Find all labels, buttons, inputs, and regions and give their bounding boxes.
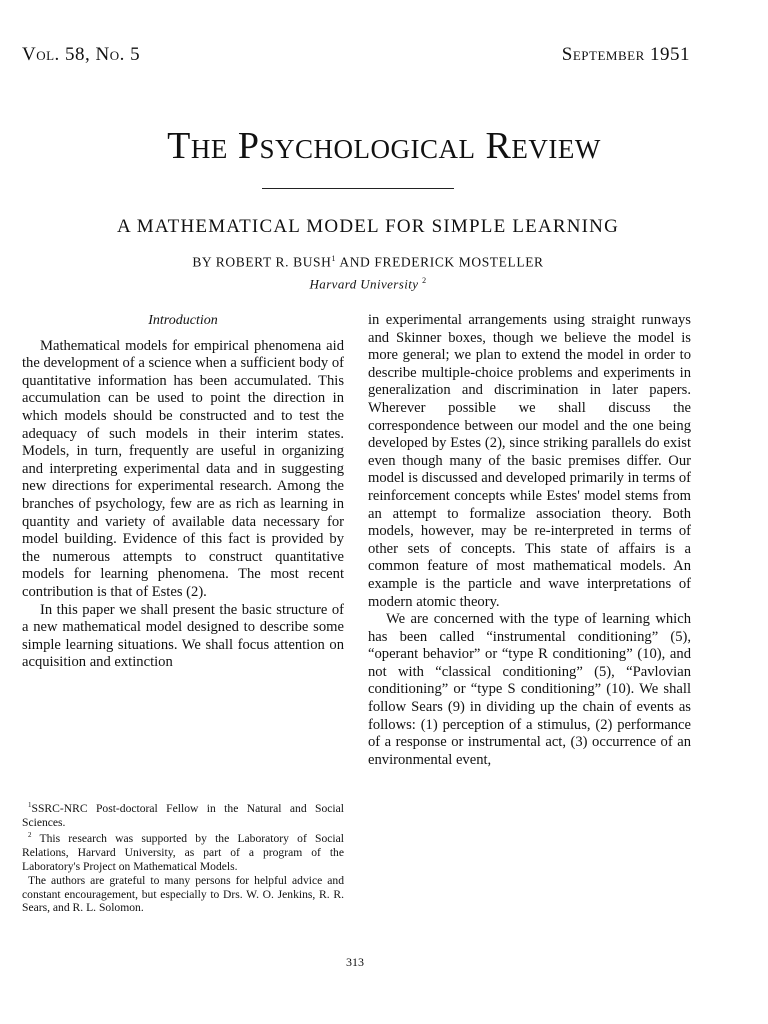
- footnotes: [22, 799, 344, 915]
- title-divider: [262, 188, 454, 189]
- journal-title: The Psychological Review: [167, 125, 601, 167]
- author-affiliation: [0, 276, 728, 292]
- issue-date: September 1951: [561, 44, 690, 65]
- paragraph: In this paper we shall present the basic structure of a new mathematical model designed to describe some simple learning situations. We shall focus attention on acquisition and extinction: [22, 601, 344, 671]
- right-column: [368, 312, 691, 769]
- section-heading: Introduction: [148, 313, 218, 328]
- paragraph: We are concerned with the type of learning which has been called “instrumental conditioning” (5), “operant behavior” or “type R conditioning” (10), and not with “classical conditioning” (5), “Pavlovian conditioning” or “type S conditioning” (10). We shall follow Sears (9) in dividing up the chain of events as follows: (1) perception of a stimulus, (2) performance of a response or instrumental act, (3) occurrence of an environmental event,: [368, 611, 691, 768]
- footnote: [22, 829, 344, 873]
- footnote-mark: 1: [28, 801, 32, 809]
- volume-issue: Vol. 58, No. 5: [22, 44, 141, 65]
- footnote-text: SSRC-NRC Post-doctoral Fellow in the Natural and Social Sciences.: [22, 801, 344, 829]
- footnote: [22, 874, 344, 915]
- running-head: [22, 44, 690, 66]
- affiliation-name: Harvard University: [309, 276, 419, 292]
- paragraph: Mathematical models for empirical phenomena aid the development of a science when a sufficient body of quantitative information has been accumulated. This accumulation can be used to point the direction in which models should be constructed and to test the adequacy of such models in their interim states. Models, in turn, frequently are useful in organizing and interpreting experimental data and in suggesting new directions for experimental research. Among the branches of psychology, few are as rich as learning in quantity and variety of available data necessary for model building. Evidence of this fact is provided by the numerous attempts to construct quantitative models for learning phenomena. The most recent contribution is that of Estes (2).: [22, 337, 344, 600]
- page-number: 313: [346, 955, 364, 969]
- left-column: [22, 312, 344, 672]
- byline-first-author: BY ROBERT R. BUSH: [192, 254, 332, 270]
- footnote: [22, 799, 344, 829]
- footnote-ref-1[interactable]: 1: [331, 254, 337, 263]
- paragraph: in experimental arrangements using straight runways and Skinner boxes, though we believe the model is more general; we plan to extend the model in order to describe multiple-choice problems and experiments in generalization and discrimination in later papers. Wherever possible we shall discuss the correspondence between our model and the one being developed by Estes (2), since striking parallels do exist even though many of the basic premises differ. Our model is discussed and developed primarily in terms of reinforcement concepts while Estes' model stems from an attempt to formalize association theory. Both models, however, may be re-interpreted in terms of other sets of concepts. This state of affairs is a common feature of most mathematical models. An example is the particle and wave interpretations of modern atomic theory.: [368, 312, 691, 610]
- byline-second-author: AND FREDERICK MOSTELLER: [336, 254, 544, 270]
- footnote-text: This research was supported by the Laboratory of Social Relations, Harvard University, as part of a program of the Laboratory's Project on Mathematical Models.: [22, 832, 344, 873]
- footnote-ref-2[interactable]: 2: [422, 276, 427, 285]
- article-title: A MATHEMATICAL MODEL FOR SIMPLE LEARNING: [116, 216, 620, 237]
- footnote-mark: 2: [28, 831, 32, 840]
- author-byline: [0, 254, 728, 271]
- footnote-text: The authors are grateful to many persons for helpful advice and constant encouragement, but especially to Drs. W. O. Jenkins, R. R. Sears, and R. L. Solomon.: [22, 873, 344, 915]
